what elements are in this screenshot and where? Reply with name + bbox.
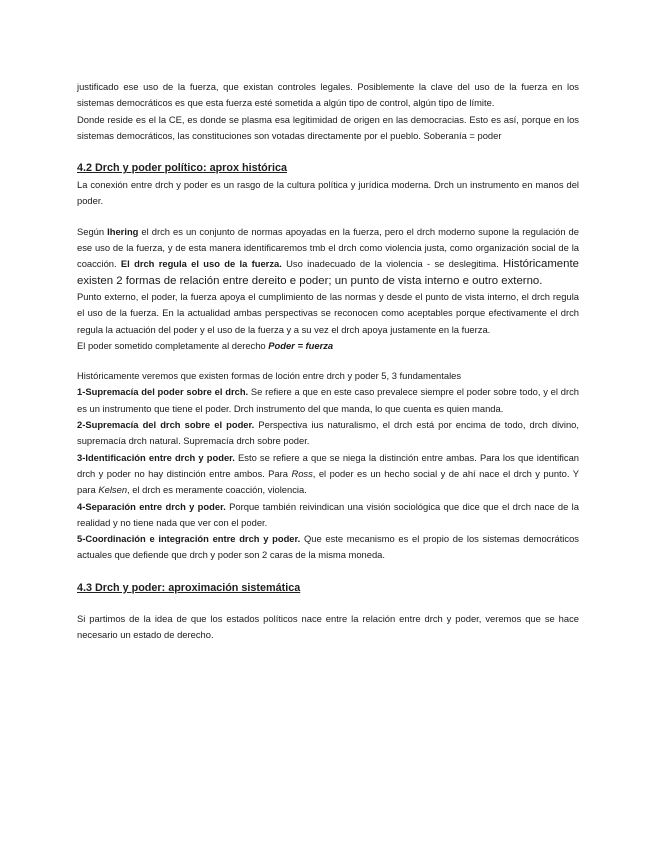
paragraph-intro-2: Donde reside es el la CE, es donde se plasma esa legitimidad de origen en las democracias. Esto es así, porque en los sistemas democráticos, las constituciones son votadas directamente por el pueblo. Soberanía = poder	[77, 113, 579, 141]
paragraph-4-2-1: La conexión entre drch y poder es un rasgo de la cultura política y jurídica moderna. Drch un instrumento en manos del poder.	[77, 179, 579, 207]
list-item-1: 1-Supremacía del poder sobre el drch. Se refiere a que en este caso prevalece siempre el poder sobre todo, y el drch es un instrumento que tiene el poder. Drch instrumento del que manda, lo que cuenta es quien manda.	[77, 386, 579, 414]
section-4-3-heading: 4.3 Drch y poder: aproximación sistemática	[77, 581, 301, 594]
list-item-4: 4-Separación entre drch y poder. Porque también reivindican una visión sociológica que dice que el drch nace de la realidad y no tiene nada que ver con el poder.	[77, 500, 579, 528]
larger-font-sentence: Históricamente existen 2 formas de relación entre dereito e poder; un punto de vista interno e outro externo.	[77, 258, 579, 287]
poder-fuerza-emphasis: Poder = fuerza	[268, 339, 334, 351]
kelsen-name: Kelsen	[98, 484, 128, 496]
ross-name: Ross	[291, 467, 313, 479]
document-body	[77, 79, 579, 643]
paragraph-4-2-2: Según Ihering el drch es un conjunto de normas apoyadas en la fuerza, pero el drch moderno supone la regulación de ese uso de la fuerza, y de esta manera identificaremos tmb el drch como violencia justa, como organización social de la coacción. El drch regula el uso de la fuerza. Uso inadecuado de la violencia - se deslegitima. Históricamente existen 2 formas de relación entre dereito e poder; un punto de vista interno e outro externo.	[77, 225, 579, 287]
bold-statement: El drch regula el uso de la fuerza.	[120, 258, 282, 270]
list-item-3: 3-Identificación entre drch y poder. Esto se refiere a que se niega la distinción entre ambas. Para los que identifican drch y poder no hay distinción entre ambos. Para Ross, el poder es un hecho social y de ahí nace el drch y punto. Y para Kelsen, el drch es meramente coacción, violencia.	[77, 451, 580, 496]
list-item-5: 5-Coordinación e integración entre drch y poder. Que este mecanismo es el propio de los sistemas democráticos actuales que defiende que drch y poder son 2 caras de la misma moneda.	[77, 533, 579, 561]
section-4-2-heading: 4.2 Drch y poder político: aprox histórica	[77, 162, 287, 175]
paragraph-4-2-3: Punto externo, el poder, la fuerza apoya el cumplimiento de las normas y desde el punto de vista interno, el drch regula el uso de la fuerza. En la actualidad ambas perspectivas se reconocen como aceptables porque efectivamente el drch regula la actuación del poder y el uso de la fuerza y a su vez el drch apoya justamente en la fuerza.	[77, 290, 579, 335]
paragraph-4-3-1: Si partimos de la idea de que los estados políticos nace entre la relación entre drch y poder, veremos que se hace necesario un estado de derecho.	[77, 612, 579, 641]
list-item-2: 2-Supremacía del drch sobre el poder. Perspectiva ius naturalismo, el drch está por encima de todo, drch divino, supremacía drch natural. Supremacía drch sobre poder.	[77, 419, 579, 447]
paragraph-4-2-4: El poder sometido completamente al derecho Poder = fuerza	[77, 339, 334, 351]
paragraph-intro-1: justificado ese uso de la fuerza, que existan controles legales. Posiblemente la clave del uso de la fuerza en los sistemas democráticos es que esta fuerza esté sometida a algún tipo de control, algún tipo de límite.	[77, 81, 579, 109]
ihering-name: Ihering	[107, 225, 139, 237]
paragraph-4-2-5: Históricamente veremos que existen formas de loción entre drch y poder 5, 3 fundamentales	[77, 370, 462, 382]
